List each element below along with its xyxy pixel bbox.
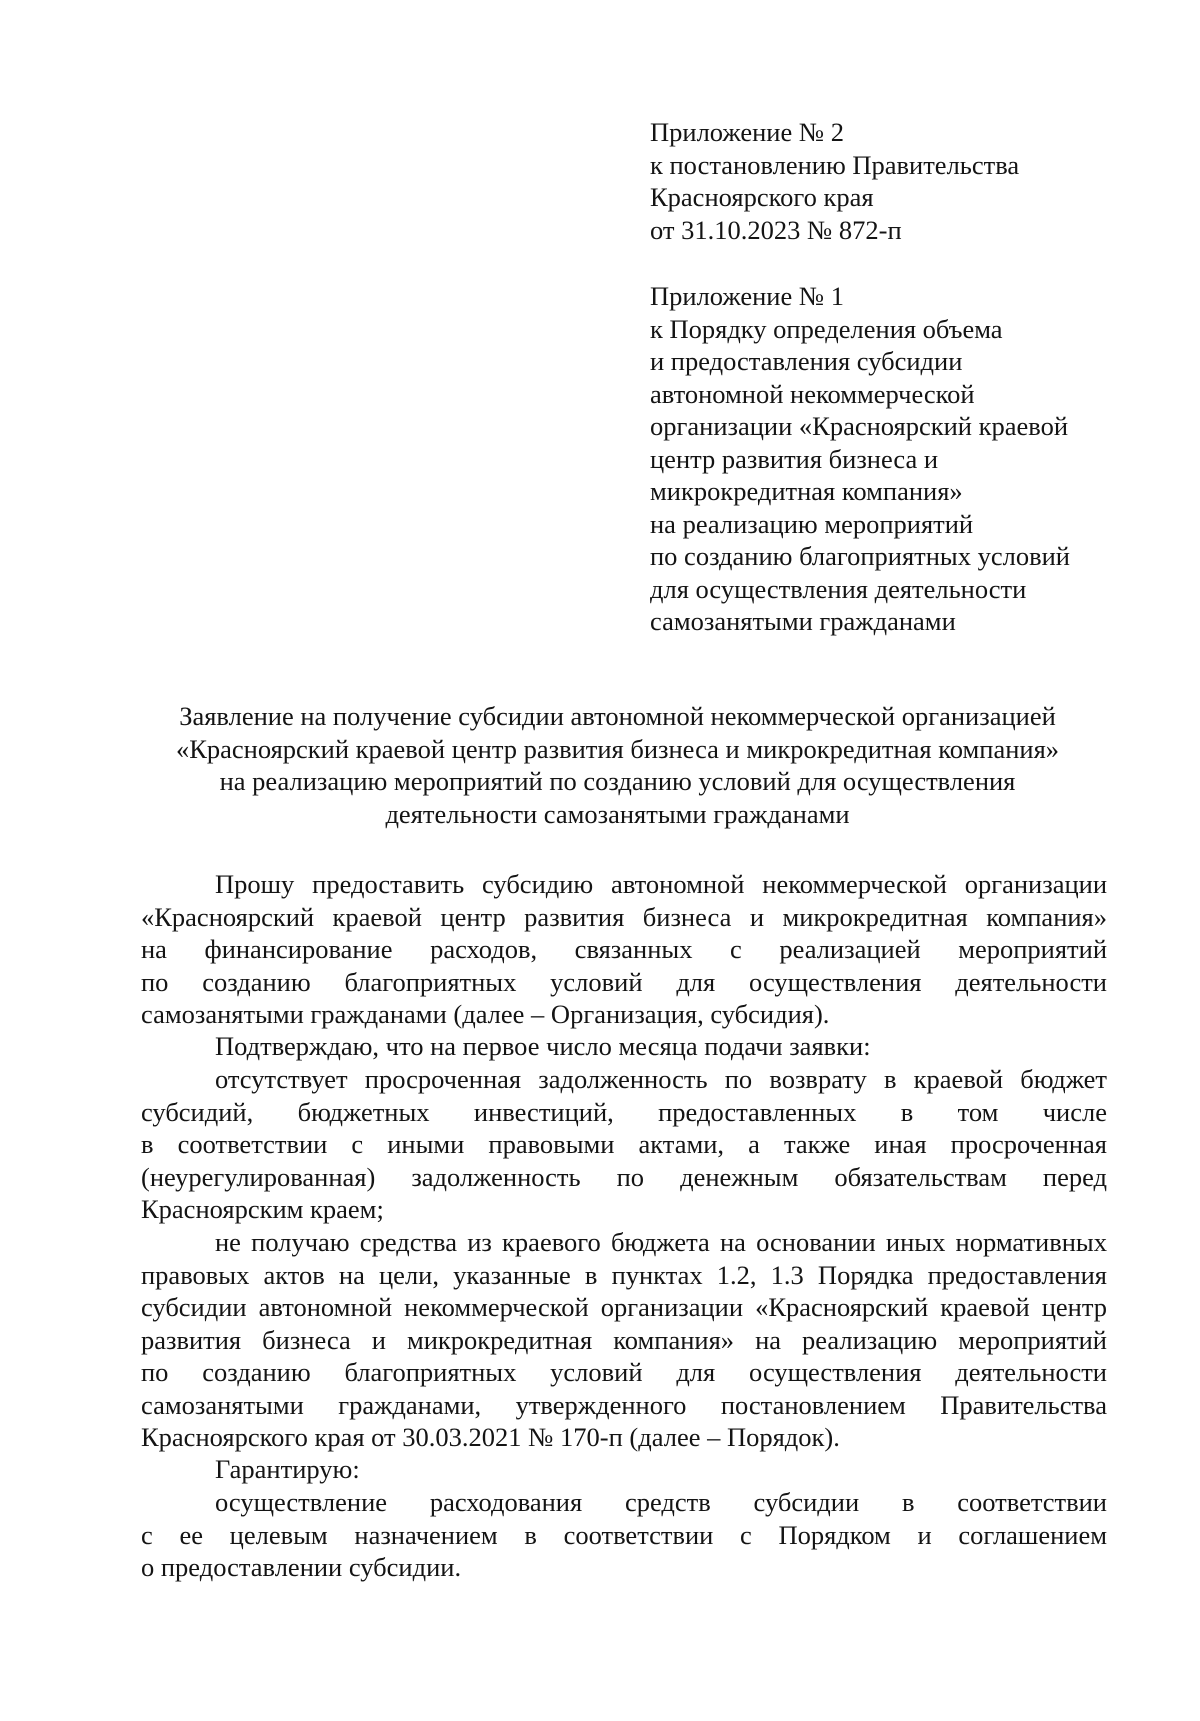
body-line: Прошу предоставить субсидию автономной некоммерческой организации <box>215 869 1107 899</box>
body-line: осуществление расходования средств субсидии в соответствии <box>215 1487 1107 1517</box>
body-line: (неурегулированная) задолженность по денежным обязательствам перед <box>141 1161 1107 1192</box>
appendix-1-line: к Порядку определения объема <box>650 313 1003 344</box>
body-line: отсутствует просроченная задолженность по возврату в краевой бюджет <box>215 1064 1107 1094</box>
body-line: субсидий, бюджетных инвестиций, предоставленных в том числе <box>141 1096 1107 1127</box>
paragraph-no-funds <box>141 1226 1107 1454</box>
title-line: «Красноярский краевой центр развития бизнеса и микрокредитная компания» <box>175 733 1060 764</box>
body-line: о предоставлении субсидии. <box>141 1552 462 1582</box>
body-line: по созданию благоприятных условий для осуществления деятельности <box>141 966 1107 997</box>
appendix-1-line: и предоставления субсидии <box>650 346 963 376</box>
paragraph-no-debt <box>141 1063 1107 1226</box>
body-line: правовых актов на цели, указанные в пунктах 1.2, 1.3 Порядка предоставления <box>141 1259 1107 1290</box>
appendix-2-line: к постановлению Правительства <box>650 149 1020 180</box>
appendix-1-line: организации «Красноярский краевой <box>650 411 1068 441</box>
appendix-1-line: микрокредитная компания» <box>650 476 963 506</box>
title-line: Заявление на получение субсидии автономной некоммерческой организацией <box>179 701 1056 731</box>
body-line: субсидии автономной некоммерческой организации «Красноярский краевой центр <box>141 1292 1107 1322</box>
appendix-1-header <box>650 280 1170 638</box>
title-line: деятельности самозанятыми гражданами <box>385 798 850 829</box>
appendix-1-line: Приложение № 1 <box>650 281 845 311</box>
appendix-1-line: на реализацию мероприятий <box>650 508 974 539</box>
body-line: Красноярским краем; <box>141 1194 384 1224</box>
body-line: с ее целевым назначением в соответствии с Порядком и соглашением <box>141 1519 1107 1550</box>
body-line: «Красноярский краевой центр развития бизнеса и микрокредитная компания» <box>141 901 1107 932</box>
appendix-1-line: для осуществления деятельности <box>650 573 1027 604</box>
appendix-2-header <box>650 116 1170 246</box>
appendix-1-line: по созданию благоприятных условий <box>650 541 1070 571</box>
appendix-1-line: автономной некоммерческой <box>650 378 975 409</box>
paragraph-guarantee <box>141 1453 1107 1486</box>
appendix-2-line: Приложение № 2 <box>650 117 845 147</box>
body-line: на финансирование расходов, связанных с реализацией мероприятий <box>141 934 1107 964</box>
body-line: в соответствии с иными правовыми актами, а также иная просроченная <box>141 1129 1107 1159</box>
title-line: на реализацию мероприятий по созданию условий для осуществления <box>219 766 1016 796</box>
paragraph-request <box>141 868 1107 1031</box>
body-line: развития бизнеса и микрокредитная компания» на реализацию мероприятий <box>141 1324 1107 1355</box>
body-line: Гарантирую: <box>215 1454 360 1484</box>
body-line: Подтверждаю, что на первое число месяца подачи заявки: <box>215 1031 871 1061</box>
paragraph-confirm <box>141 1030 1107 1063</box>
appendix-2-line: от 31.10.2023 № 872-п <box>650 214 902 245</box>
document-title <box>120 700 1115 830</box>
appendix-1-line: центр развития бизнеса и <box>650 443 939 474</box>
body-line: самозанятыми гражданами (далее – Организация, субсидия). <box>141 999 830 1029</box>
appendix-1-line: самозанятыми гражданами <box>650 606 956 636</box>
body-line: по созданию благоприятных условий для осуществления деятельности <box>141 1357 1107 1387</box>
appendix-2-line: Красноярского края <box>650 182 874 212</box>
body-line: самозанятыми гражданами, утвержденного постановлением Правительства <box>141 1389 1107 1420</box>
body-line: Красноярского края от 30.03.2021 № 170-п (далее – Порядок). <box>141 1422 840 1452</box>
body-line: не получаю средства из краевого бюджета на основании иных нормативных <box>215 1227 1107 1257</box>
paragraph-spending <box>141 1486 1107 1584</box>
